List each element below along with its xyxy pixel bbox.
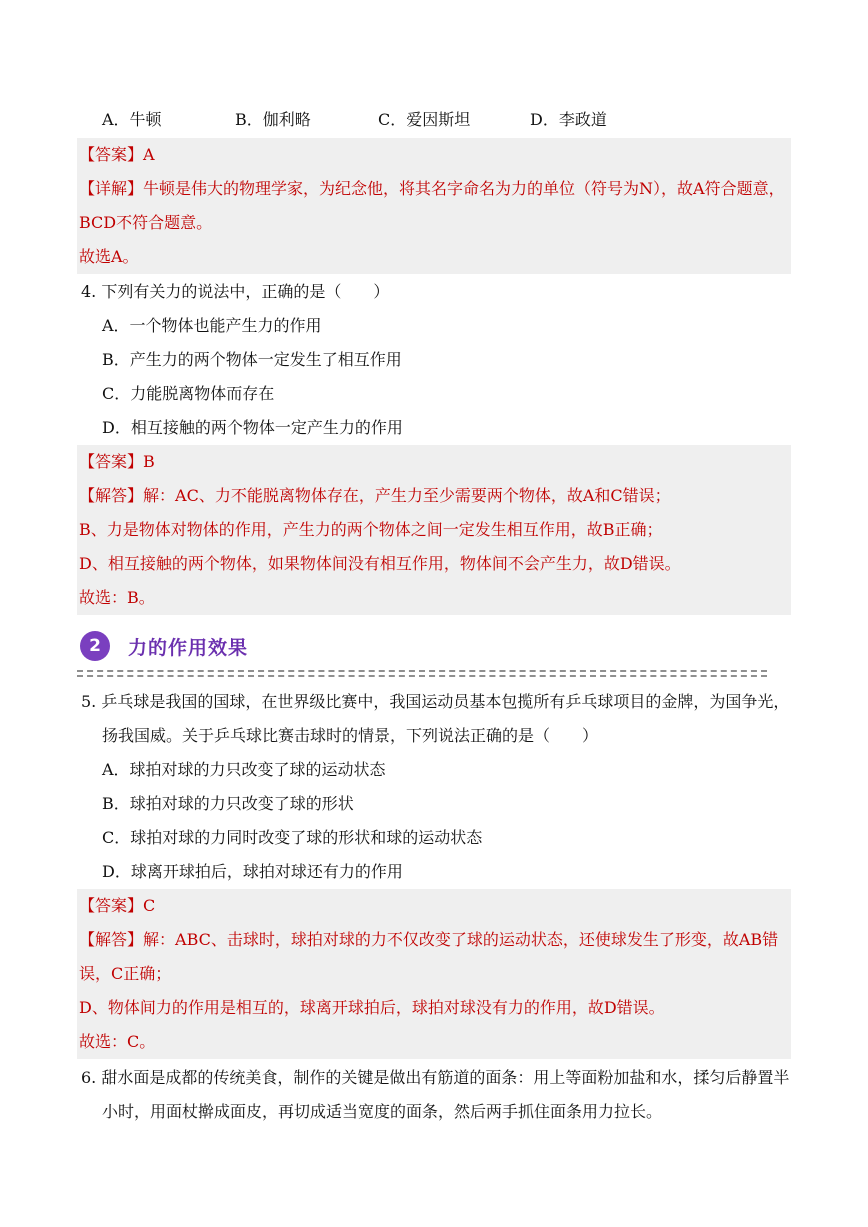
q4-option-d: D．相互接触的两个物体一定产生力的作用 <box>102 418 403 437</box>
q4-option-a: A．一个物体也能产生力的作用 <box>102 316 322 335</box>
q5-explanation-line-2: D、物体间力的作用是相互的，球离开球拍后，球拍对球没有力的作用，故D错误。 <box>79 998 665 1017</box>
q5-explanation <box>77 923 791 991</box>
q5-conclusion: 故选：C。 <box>79 1032 156 1051</box>
q3-options <box>102 103 607 137</box>
section-divider <box>77 670 767 680</box>
q4-stem: 4. 下列有关力的说法中，正确的是（ ） <box>81 282 390 301</box>
answer-label: 【答案】 <box>79 145 144 164</box>
q6-stem: 6. 甜水面是成都的传统美食，制作的关键是做出有筋道的面条：用上等面粉加盐和水，揉匀后静置半小时，用面杖擀成面皮，再切成适当宽度的面条，然后两手抓住面条用力拉长。 <box>81 1068 790 1121</box>
q3-explanation <box>77 172 791 240</box>
q3-conclusion: 故选A。 <box>79 247 139 266</box>
q3-option-d: D．李政道 <box>530 110 607 129</box>
section-title: 力的作用效果 <box>128 636 249 659</box>
q4-option-b: B．产生力的两个物体一定发生了相互作用 <box>102 350 402 369</box>
q3-answer-box <box>77 138 791 274</box>
q5-answer-box <box>77 889 791 1059</box>
q4-explanation-line-3: D、相互接触的两个物体，如果物体间没有相互作用，物体间不会产生力，故D错误。 <box>79 554 681 573</box>
q5-stem: 5. 乒乓球是我国的国球，在世界级比赛中，我国运动员基本包揽所有乒乓球项目的金牌，为国争光，扬我国威。关于乒乓球比赛击球时的情景，下列说法正确的是（ ） <box>81 692 790 745</box>
q3-option-c: C．爱因斯坦 <box>378 110 471 129</box>
explain-text: 解：AC、力不能脱离物体存在，产生力至少需要两个物体，故A和C错误； <box>143 486 671 505</box>
explain-text: 解：ABC、击球时，球拍对球的力不仅改变了球的运动状态，还使球发生了形变，故AB错误，C正确； <box>79 930 779 983</box>
explain-label: 【解答】 <box>79 486 144 505</box>
answer-label: 【答案】 <box>79 896 144 915</box>
q5-option-b: B．球拍对球的力只改变了球的形状 <box>102 794 354 813</box>
q4-answer <box>77 445 791 479</box>
q4-option-c: C．力能脱离物体而存在 <box>102 384 275 403</box>
q5-option-a: A．球拍对球的力只改变了球的运动状态 <box>102 760 386 779</box>
answer-value: C <box>143 896 156 915</box>
q3-option-a: A．牛顿 <box>102 110 162 129</box>
explain-text: 牛顿是伟大的物理学家，为纪念他，将其名字命名为力的单位（符号为N），故A符合题意，BCD不符合题意。 <box>79 179 785 232</box>
q4-explanation-line-1 <box>77 479 791 513</box>
answer-value: A <box>143 145 155 164</box>
section-header <box>80 629 248 663</box>
q3-answer <box>77 138 791 172</box>
explain-label: 【详解】 <box>79 179 144 198</box>
q4-explanation-line-2: B、力是物体对物体的作用，产生力的两个物体之间一定发生相互作用，故B正确； <box>79 520 663 539</box>
q5-answer <box>77 889 791 923</box>
q4-conclusion: 故选：B。 <box>79 588 155 607</box>
answer-label: 【答案】 <box>79 452 144 471</box>
q3-option-b: B．伽利略 <box>235 110 311 129</box>
answer-value: B <box>143 452 155 471</box>
q5-option-c: C．球拍对球的力同时改变了球的形状和球的运动状态 <box>102 828 483 847</box>
explain-label: 【解答】 <box>79 930 144 949</box>
section-number-badge: 2 <box>80 631 110 661</box>
q5-option-d: D．球离开球拍后，球拍对球还有力的作用 <box>102 862 403 881</box>
q4-answer-box <box>77 445 791 615</box>
